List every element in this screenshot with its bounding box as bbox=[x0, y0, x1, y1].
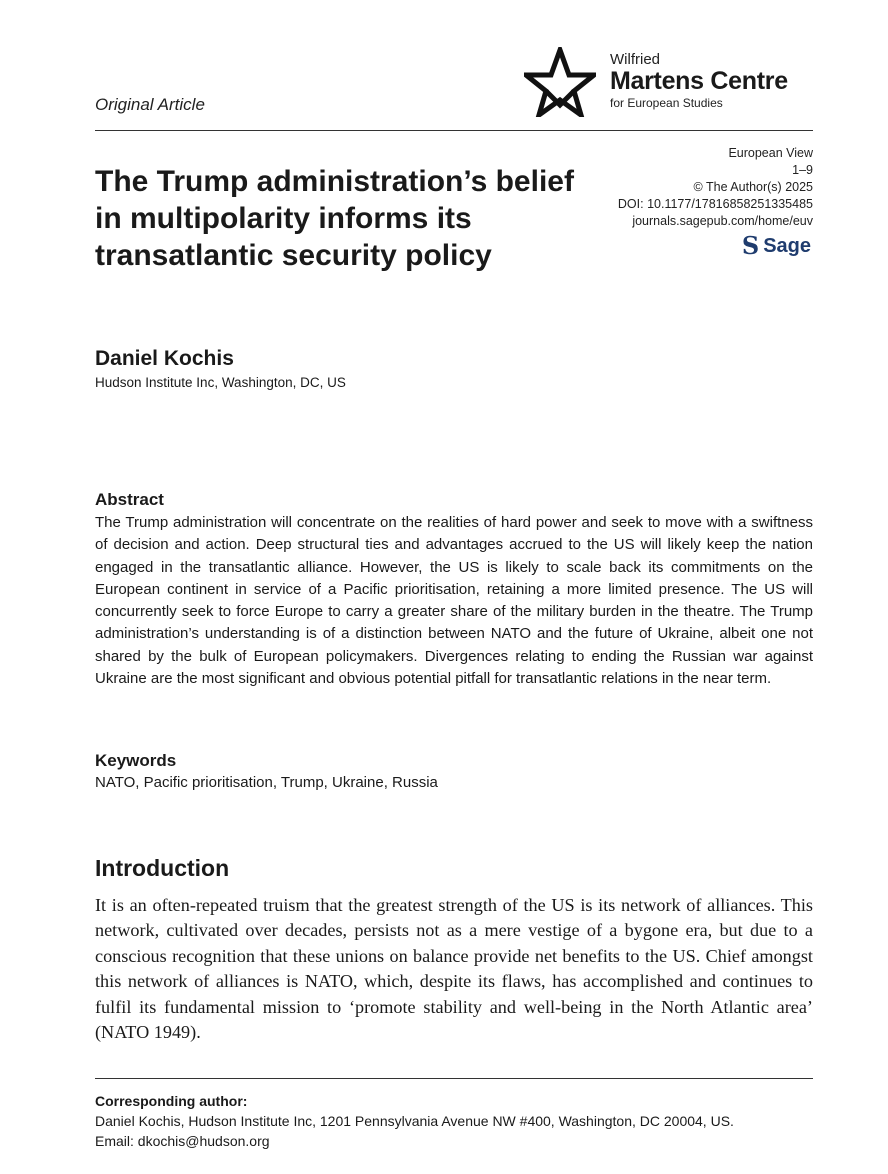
sage-logo-text: Sage bbox=[763, 235, 811, 257]
corresponding-author-address: Daniel Kochis, Hudson Institute Inc, 1201 Pennsylvania Avenue NW #400, Washington, DC 20004, US. bbox=[95, 1113, 734, 1129]
logo-line-2: Martens Centre bbox=[610, 67, 788, 95]
journal-meta bbox=[618, 145, 813, 230]
journal-name: European View bbox=[728, 146, 813, 160]
logo-line-1: Wilfried bbox=[610, 51, 661, 68]
journal-pages: 1–9 bbox=[792, 163, 813, 177]
corresponding-author-heading: Corresponding author: bbox=[95, 1093, 248, 1109]
sage-s-icon: S bbox=[741, 231, 760, 260]
abstract-text: The Trump administration will concentrate on the realities of hard power and seek to move with a swiftness of decision and action. Deep structural ties and advantages accrued to the US will likely keep the nation engaged in the transatlantic alliance. However, the US is likely to scale back its commitments on the European continent in service of a Pacific prioritisation, retaining a more limited presence. The US will concurrently seek to force Europe to carry a greater share of the military burden in the theatre. The Trump administration’s understanding is of a distinction between NATO and the future of Ukraine, albeit one not shared by the bulk of European policymakers. Divergences relating to ending the Russian war against Ukraine are the most significant and obvious potential pitfall for transatlantic relations in the near term. bbox=[95, 514, 813, 688]
journal-doi[interactable]: DOI: 10.1177/17816858251335485 bbox=[617, 197, 813, 211]
introduction-heading: Introduction bbox=[95, 855, 230, 881]
keywords-text: NATO, Pacific prioritisation, Trump, Ukraine, Russia bbox=[95, 774, 438, 791]
article-type: Original Article bbox=[95, 95, 205, 114]
journal-copyright: © The Author(s) 2025 bbox=[693, 180, 813, 194]
keywords-heading: Keywords bbox=[95, 751, 177, 770]
journal-url[interactable]: journals.sagepub.com/home/euv bbox=[632, 214, 813, 228]
footer-divider bbox=[95, 1078, 813, 1079]
author-name: Daniel Kochis bbox=[95, 347, 234, 370]
logo-line-3: for European Studies bbox=[610, 96, 723, 110]
introduction-text: It is an often-repeated truism that the greatest strength of the US is its network of alliances. This network, cultivated over decades, persists not as a mere vestige of a bygone era, but due to a conscious recognition that these unions on balance provide net benefits to the US. Chief amongst this network of alliances is NATO, which, despite its flaws, has accomplished and continues to fulfil its fundamental mission to ‘promote stability and well-being in the North Atlantic area’ (NATO 1949). bbox=[95, 895, 813, 1043]
author-affiliation: Hudson Institute Inc, Washington, DC, US bbox=[95, 375, 346, 390]
sage-logo bbox=[741, 231, 811, 260]
martens-centre-logo bbox=[610, 52, 788, 109]
article-title: The Trump administration’s belief in multipolarity informs its transatlantic security policy bbox=[95, 165, 574, 272]
abstract-heading: Abstract bbox=[95, 490, 164, 509]
star-logo-icon bbox=[524, 47, 596, 117]
corresponding-author-email[interactable]: Email: dkochis@hudson.org bbox=[95, 1133, 270, 1149]
header-divider bbox=[95, 130, 813, 131]
